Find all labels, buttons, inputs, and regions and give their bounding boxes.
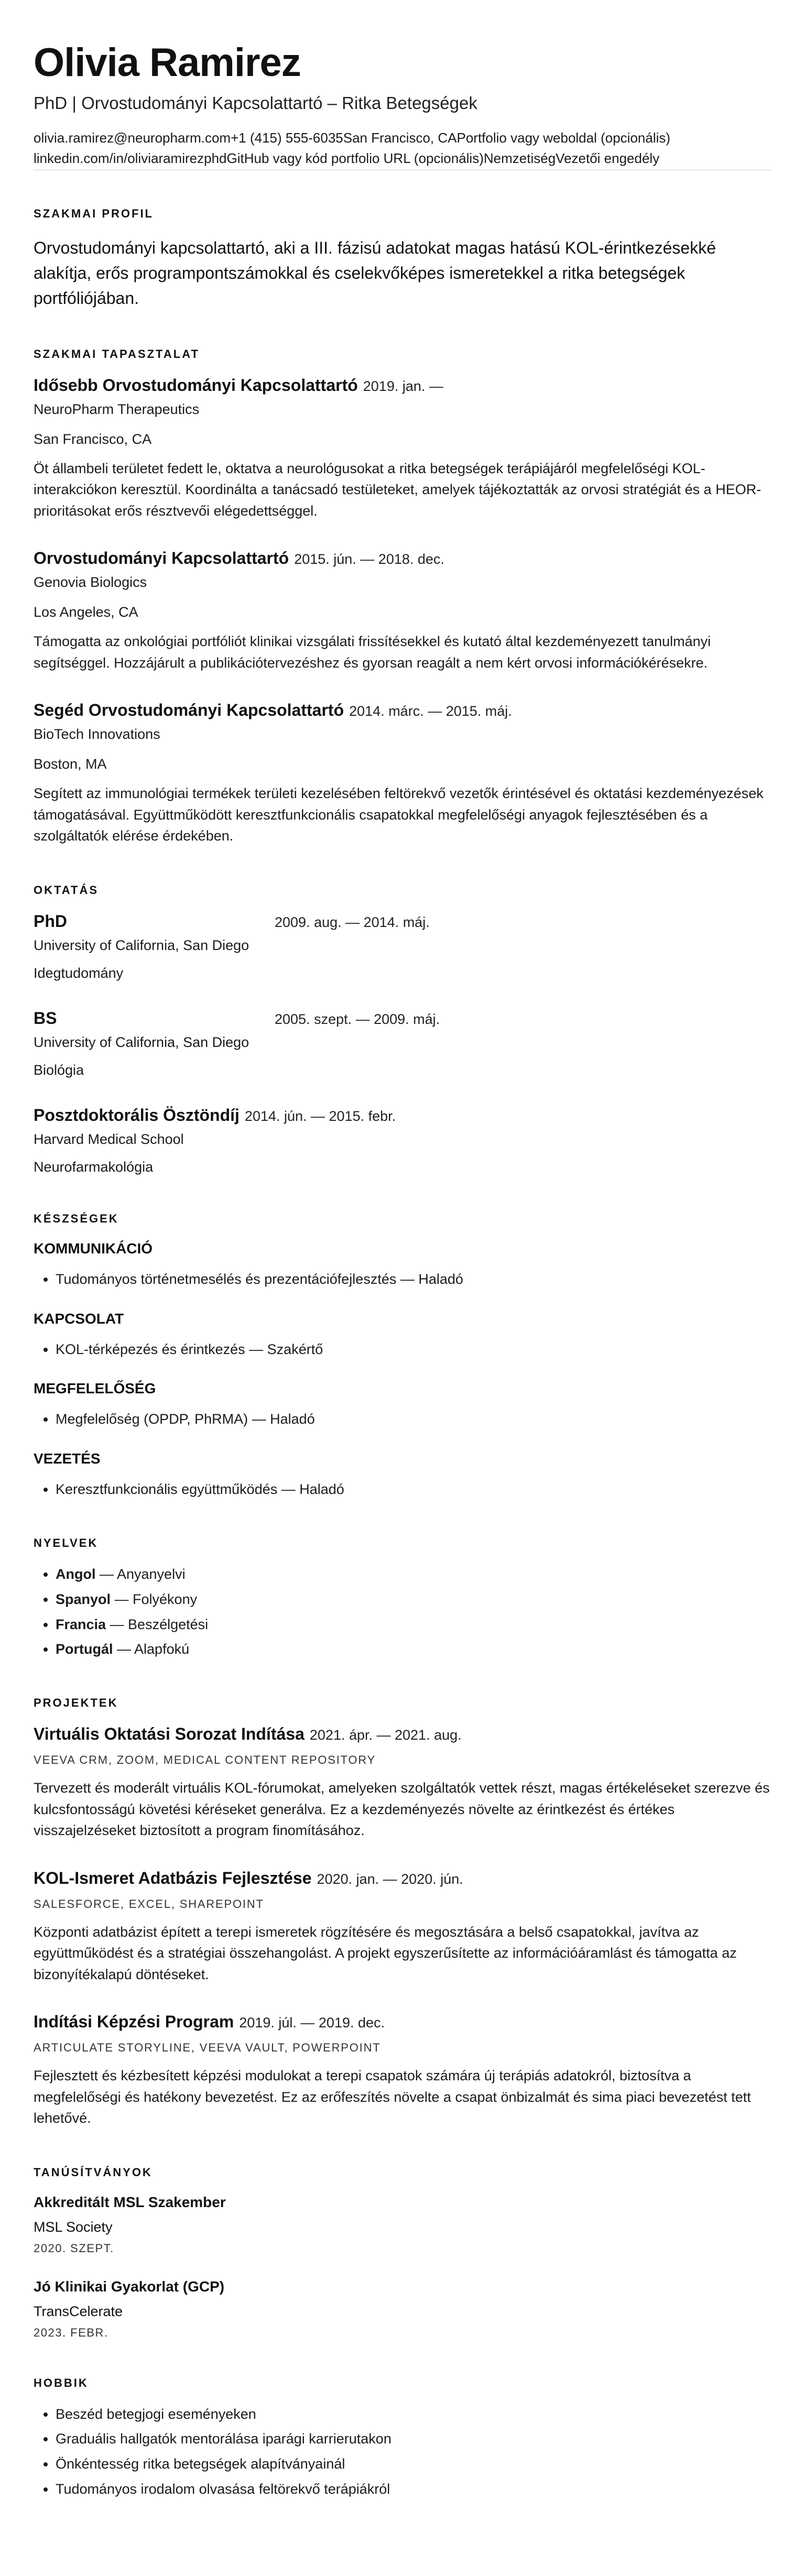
- job-title: Segéd Orvostudományi Kapcsolattartó: [34, 701, 344, 720]
- candidate-headline: PhD | Orvostudományi Kapcsolattartó – Ritka Betegségek: [34, 93, 477, 113]
- projects-section-title: PROJEKTEK: [34, 1696, 118, 1710]
- contact-row-secondary: [34, 148, 771, 169]
- project-entry: [34, 1724, 771, 1841]
- skill-category: MEGFELELŐSÉG: [34, 1380, 156, 1397]
- degree-dates: 2014. jún. — 2015. febr.: [244, 1108, 396, 1124]
- project-description: Központi adatbázist épített a terepi ismeretek rögzítésére és megosztására a belső csapatokkal, javítva az együttműködést és a stratégiai összehangolást. A projekt egyszerűsítette az információáramlást és támogatta az bizonyítékalapú döntéseket.: [34, 1924, 737, 1982]
- education-entry: [34, 912, 771, 981]
- language-item: [56, 1565, 771, 1585]
- certification-entry: [34, 2278, 771, 2340]
- certification-date: 2020. SZEPT.: [34, 2241, 114, 2255]
- project-tech: SALESFORCE, EXCEL, SHAREPOINT: [34, 1897, 264, 1911]
- education-entry: [34, 1106, 771, 1175]
- certification-name: Jó Klinikai Gyakorlat (GCP): [34, 2278, 225, 2295]
- contact-linkedin[interactable]: linkedin.com/in/oliviaramirezphd: [34, 150, 227, 166]
- profile-section-title: SZAKMAI PROFIL: [34, 206, 154, 220]
- project-dates: 2020. jan. — 2020. jún.: [317, 1871, 463, 1887]
- hobby-item: • Graduális hallgatók mentorálása iparági karrierutakon: [56, 2429, 771, 2449]
- skill-item: • Keresztfunkcionális együttműködés — Haladó: [56, 1480, 771, 1500]
- certification-date: 2023. FEBR.: [34, 2326, 108, 2339]
- resume-header: [34, 42, 771, 170]
- candidate-name: Olivia Ramirez: [34, 40, 301, 85]
- degree-field: Idegtudomány: [34, 965, 124, 981]
- experience-entry: [34, 376, 771, 522]
- job-description: Öt állambeli területet fedett le, oktatva a neurológusokat a ritka betegségek terápiájáról megfelelőségi KOL-interakciókon keresztül. Koordinálta a tanácsadó testületeket, amelyek tájékoztatták az orvosi stratégiát és a HEOR-prioritásokat erős résztvevői elégedettséggel.: [34, 460, 762, 519]
- hobby-list: [34, 2405, 771, 2499]
- language-level: — Alapfokú: [113, 1641, 190, 1657]
- skill-group: [34, 1311, 771, 1360]
- experience-section: [34, 347, 771, 847]
- degree-title: BS: [34, 1008, 57, 1028]
- languages-section-title: NYELVEK: [34, 1536, 99, 1549]
- skill-category: VEZETÉS: [34, 1450, 101, 1467]
- degree-school: University of California, San Diego: [34, 1034, 249, 1050]
- job-location: Boston, MA: [34, 756, 107, 772]
- experience-entry: [34, 549, 771, 673]
- skill-item: • Megfelelőség (OPDP, PhRMA) — Haladó: [56, 1410, 771, 1429]
- projects-section: [34, 1696, 771, 2129]
- degree-school: Harvard Medical School: [34, 1131, 184, 1147]
- certifications-section: [34, 2166, 771, 2340]
- project-tech: VEEVA CRM, ZOOM, MEDICAL CONTENT REPOSITORY: [34, 1753, 376, 1767]
- language-level: — Folyékony: [111, 1591, 198, 1607]
- language-item: [56, 1590, 771, 1610]
- education-section-title: OKTATÁS: [34, 883, 99, 897]
- job-dates: 2014. márc. — 2015. máj.: [349, 703, 512, 719]
- skills-section: [34, 1212, 771, 1500]
- job-dates: 2015. jún. — 2018. dec.: [294, 551, 444, 567]
- education-entry: [34, 1009, 771, 1078]
- project-name: Indítási Képzési Program: [34, 2012, 234, 2032]
- project-dates: 2019. júl. — 2019. dec.: [239, 2015, 385, 2031]
- project-entry: [34, 2012, 771, 2129]
- skill-category: KOMMUNIKÁCIÓ: [34, 1240, 153, 1257]
- language-level: — Beszélgetési: [106, 1616, 209, 1632]
- job-title: Orvostudományi Kapcsolattartó: [34, 549, 289, 568]
- certification-entry: [34, 2194, 771, 2255]
- degree-dates: 2005. szept. — 2009. máj.: [275, 1011, 440, 1027]
- project-entry: [34, 1869, 771, 1985]
- contact-location: San Francisco, CA: [343, 129, 457, 146]
- experience-section-title: SZAKMAI TAPASZTALAT: [34, 347, 200, 361]
- language-name: Spanyol: [56, 1591, 111, 1607]
- language-name: Angol: [56, 1566, 96, 1582]
- certification-issuer: MSL Society: [34, 2219, 113, 2235]
- degree-title: PhD: [34, 911, 67, 931]
- contact-portfolio[interactable]: Portfolio vagy weboldal (opcionális): [456, 129, 671, 146]
- skill-item: • KOL-térképezés és érintkezés — Szakértő: [56, 1340, 771, 1360]
- job-location: San Francisco, CA: [34, 431, 152, 447]
- language-item: [56, 1615, 771, 1635]
- profile-summary: Orvostudományi kapcsolattartó, aki a III. fázisú adatokat magas hatású KOL-érintkezésekké alakítja, erős programpontszámokkal és cselekvőképes ismeretekkel a ritka betegségek portfóliójában.: [34, 238, 716, 308]
- language-level: — Anyanyelvi: [95, 1566, 186, 1582]
- job-title: Idősebb Orvostudományi Kapcsolattartó: [34, 375, 358, 395]
- skill-group: [34, 1450, 771, 1500]
- job-description: Segített az immunológiai termékek területi kezelésében feltörekvő vezetők érintésével és oktatási kezdeményezések támogatásával. Együttműködött keresztfunkcionális csapatokkal megfelelőségi anyagok fejlesztésében és a szolgáltatók elérése érdekében.: [34, 785, 764, 844]
- degree-field: Biológia: [34, 1062, 84, 1078]
- project-dates: 2021. ápr. — 2021. aug.: [309, 1727, 462, 1743]
- job-company: Genovia Biologics: [34, 574, 147, 591]
- hobbies-section: [34, 2376, 771, 2499]
- hobby-item: • Beszéd betegjogi eseményeken: [56, 2405, 771, 2425]
- language-name: Portugál: [56, 1641, 113, 1657]
- job-company: BioTech Innovations: [34, 726, 160, 743]
- skill-item: • Tudományos történetmesélés és prezentációfejlesztés — Haladó: [56, 1270, 771, 1290]
- skill-group: [34, 1240, 771, 1290]
- certification-name: Akkreditált MSL Szakember: [34, 2193, 226, 2210]
- languages-section: [34, 1536, 771, 1660]
- project-name: KOL-Ismeret Adatbázis Fejlesztése: [34, 1868, 312, 1887]
- job-company: NeuroPharm Therapeutics: [34, 401, 200, 417]
- language-item: [56, 1640, 771, 1660]
- job-location: Los Angeles, CA: [34, 604, 138, 620]
- degree-dates: 2009. aug. — 2014. máj.: [275, 914, 430, 930]
- contact-github[interactable]: GitHub vagy kód portfolio URL (opcionális): [226, 150, 484, 166]
- contact-email[interactable]: olivia.ramirez@neuropharm.com: [34, 129, 231, 146]
- job-dates: 2019. jan. —: [363, 378, 443, 394]
- contact-phone[interactable]: +1 (415) 555-6035: [231, 129, 343, 146]
- hobby-item: • Tudományos irodalom olvasása feltörekvő terápiákról: [56, 2480, 771, 2499]
- contact-driving-license: Vezetői engedély: [556, 150, 660, 166]
- profile-section: [34, 207, 771, 311]
- degree-title: Posztdoktorális Ösztöndíj: [34, 1105, 240, 1125]
- skills-section-title: KÉSZSÉGEK: [34, 1211, 119, 1225]
- education-section: [34, 883, 771, 1175]
- language-list: [34, 1565, 771, 1660]
- contact-row-primary: [34, 128, 771, 148]
- hobby-item: • Önkéntesség ritka betegségek alapítványainál: [56, 2454, 771, 2474]
- experience-entry: [34, 701, 771, 847]
- language-name: Francia: [56, 1616, 106, 1632]
- project-tech: ARTICULATE STORYLINE, VEEVA VAULT, POWERPOINT: [34, 2041, 381, 2055]
- certification-issuer: TransCelerate: [34, 2303, 123, 2319]
- skill-group: [34, 1380, 771, 1429]
- contact-nationality: Nemzetiség: [483, 150, 556, 166]
- skill-category: KAPCSOLAT: [34, 1310, 124, 1327]
- hobbies-section-title: HOBBIK: [34, 2376, 89, 2389]
- certifications-section-title: TANÚSÍTVÁNYOK: [34, 2165, 153, 2179]
- job-description: Támogatta az onkológiai portfóliót klinikai vizsgálati frissítésekkel és kutató által kezdeményezett tanulmányi segítséggel. Hozzájárult a publikációtervezéshez és gyorsan reagált a nem kért orvosi információkérésekre.: [34, 634, 711, 671]
- project-description: Fejlesztett és kézbesített képzési modulokat a terepi csapatok számára új terápiás adatokról, biztosítva a megfelelőségi és hatékony bevezetést. Ez az erőfeszítés növelte a csapat önbizalmát és sima piaci bevezetést tett lehetővé.: [34, 2068, 751, 2126]
- degree-field: Neurofarmakológia: [34, 1159, 154, 1175]
- degree-school: University of California, San Diego: [34, 937, 249, 953]
- project-name: Virtuális Oktatási Sorozat Indítása: [34, 1724, 304, 1744]
- project-description: Tervezett és moderált virtuális KOL-fórumokat, amelyeken szolgáltatók vettek részt, magas értékeléseket szerezve és kulcsfontosságú követési kéréseket generálva. Ez a kezdeményezés növelte az érintkezést és értékes visszajelzéseket biztosított a program finomításához.: [34, 1780, 770, 1839]
